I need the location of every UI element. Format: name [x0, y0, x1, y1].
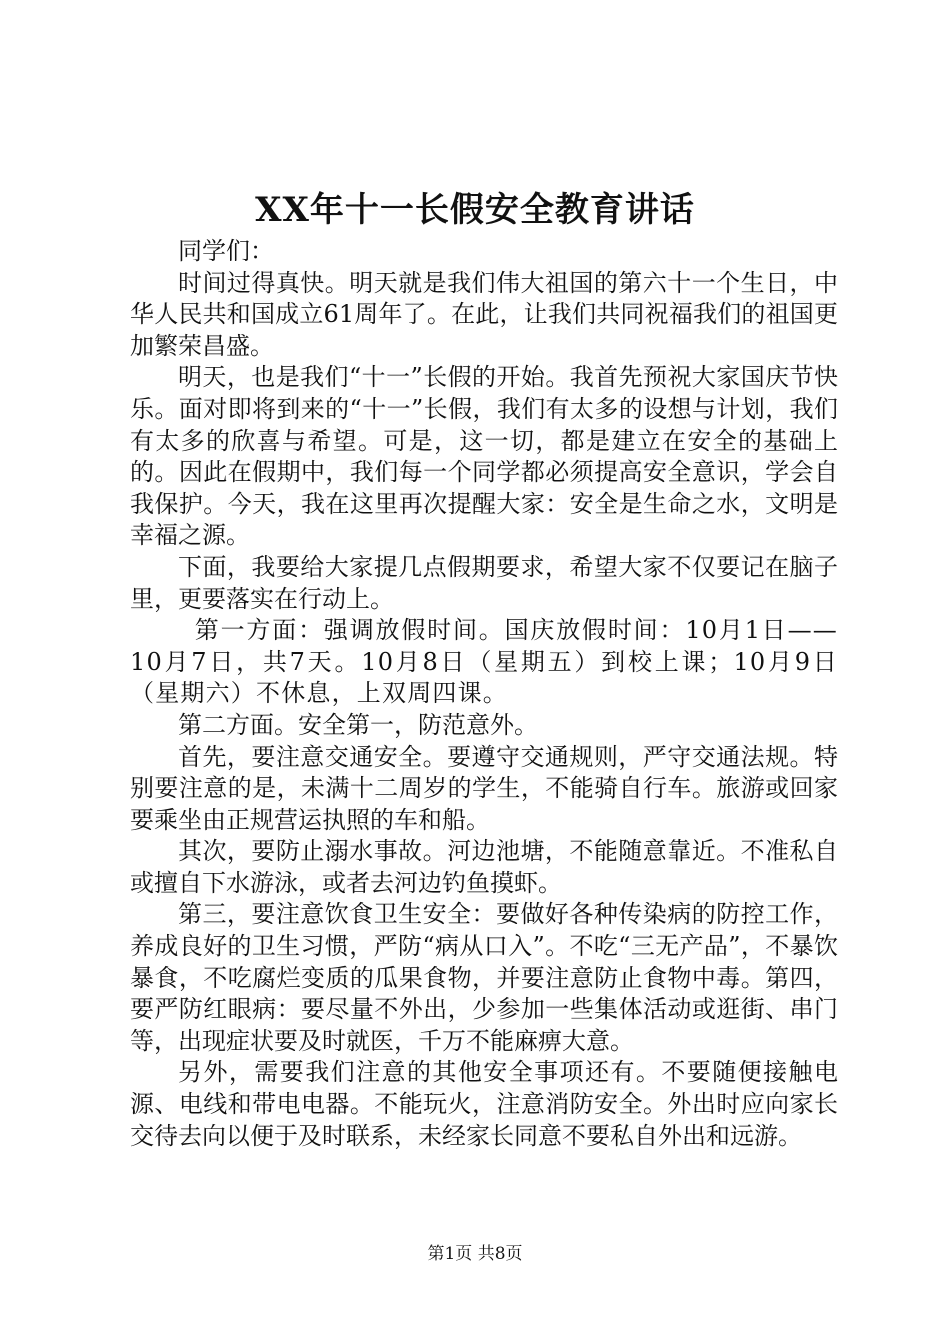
paragraph-salutation: 同学们：	[178, 237, 274, 265]
page-title: XX年十一长假安全教育讲话	[255, 190, 695, 230]
page-number-footer: 第1页 共8页	[427, 1244, 523, 1264]
paragraph-other-safety: 另外，需要我们注意的其他安全事项还有。不要随便接触电源、电线和带电电器。不能玩火，注意消防安全。外出时应向家长交待去向以便于及时联系，未经家长同意不要私自外出和远游。	[130, 1058, 838, 1150]
paragraph-drowning-prevention: 其次，要防止溺水事故。河边池塘，不能随意靠近。不准私自或擅自下水游泳，或者去河边钓鱼摸虾。	[130, 837, 838, 897]
paragraph-traffic-safety: 首先，要注意交通安全。要遵守交通规则，严守交通法规。特别要注意的是，未满十二周岁的学生，不能骑自行车。旅游或回家要乘坐由正规营运执照的车和船。	[130, 742, 838, 834]
paragraph-requirements-intro: 下面，我要给大家提几点假期要求，希望大家不仅要记在脑子里，更要落实在行动上。	[130, 552, 838, 613]
paragraph-food-hygiene: 第三，要注意饮食卫生安全：要做好各种传染病的防控工作，养成良好的卫生习惯，严防“病从口入”。不吃“三无产品”，不暴饮暴食，不吃腐烂变质的瓜果食物，并要注意防止食物中毒。第四，要严防红眼病：要尽量不外出，少参加一些集体活动或逛街、串门等，出现症状要及时就医，千万不能麻痹大意。	[130, 900, 838, 1055]
document-body	[130, 236, 838, 1152]
paragraph-holiday-schedule: 第一方面：强调放假时间。国庆放假时间：10月1日——10月7日，共7天。10月8日（星期五）到校上课；10月9日（星期六）不休息，上双周四课。	[130, 616, 838, 708]
paragraph-opening: 时间过得真快。明天就是我们伟大祖国的第六十一个生日，中华人民共和国成立61周年了。在此，让我们共同祝福我们的祖国更加繁荣昌盛。	[130, 268, 838, 360]
paragraph-safety-first: 第二方面。安全第一，防范意外。	[178, 710, 538, 739]
paragraph-holiday-start: 明天，也是我们“十一”长假的开始。我首先预祝大家国庆节快乐。面对即将到来的“十一”长假，我们有太多的设想与计划，我们有太多的欣喜与希望。可是，这一切，都是建立在安全的基础上的。因此在假期中，我们每一个同学都必须提高安全意识，学会自我保护。今天，我在这里再次提醒大家：安全是生命之水，文明是幸福之源。	[130, 363, 838, 550]
